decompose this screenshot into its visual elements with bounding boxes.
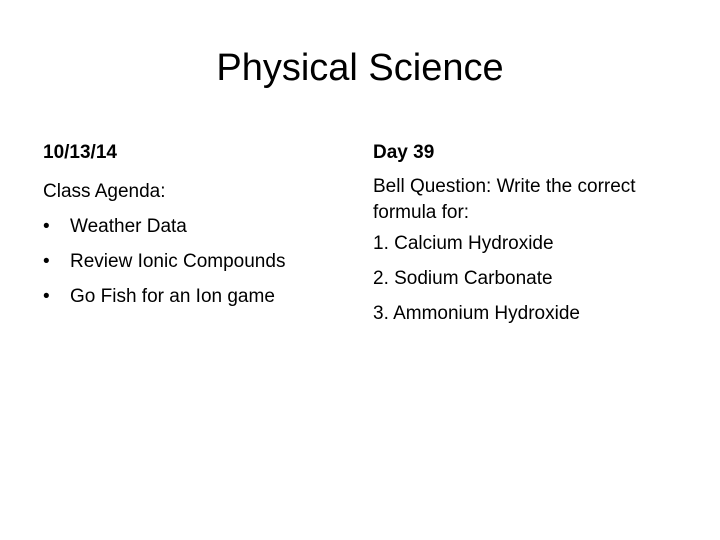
question-list xyxy=(373,226,693,331)
slide-title: Physical Science xyxy=(216,47,504,89)
bell-question: Bell Question: Write the correct formula for: xyxy=(373,176,636,223)
question-item: 2. Sodium Carbonate xyxy=(373,268,553,289)
agenda-item xyxy=(43,209,343,244)
agenda-item xyxy=(43,244,343,279)
agenda-label: Class Agenda: xyxy=(43,181,166,202)
right-column xyxy=(373,136,693,331)
agenda-item-text: Review Ionic Compounds xyxy=(70,251,286,272)
question-item: 1. Calcium Hydroxide xyxy=(373,233,554,254)
question-item: 3. Ammonium Hydroxide xyxy=(373,303,580,324)
left-column xyxy=(43,136,343,314)
agenda-item xyxy=(43,279,343,314)
bullet-icon: • xyxy=(43,216,50,237)
agenda-item-text: Go Fish for an Ion game xyxy=(70,286,275,307)
bullet-icon: • xyxy=(43,251,50,272)
date-heading: 10/13/14 xyxy=(43,142,117,163)
day-heading: Day 39 xyxy=(373,142,435,163)
agenda-list xyxy=(43,209,343,314)
agenda-item-text: Weather Data xyxy=(70,216,187,237)
bullet-icon: • xyxy=(43,286,50,307)
